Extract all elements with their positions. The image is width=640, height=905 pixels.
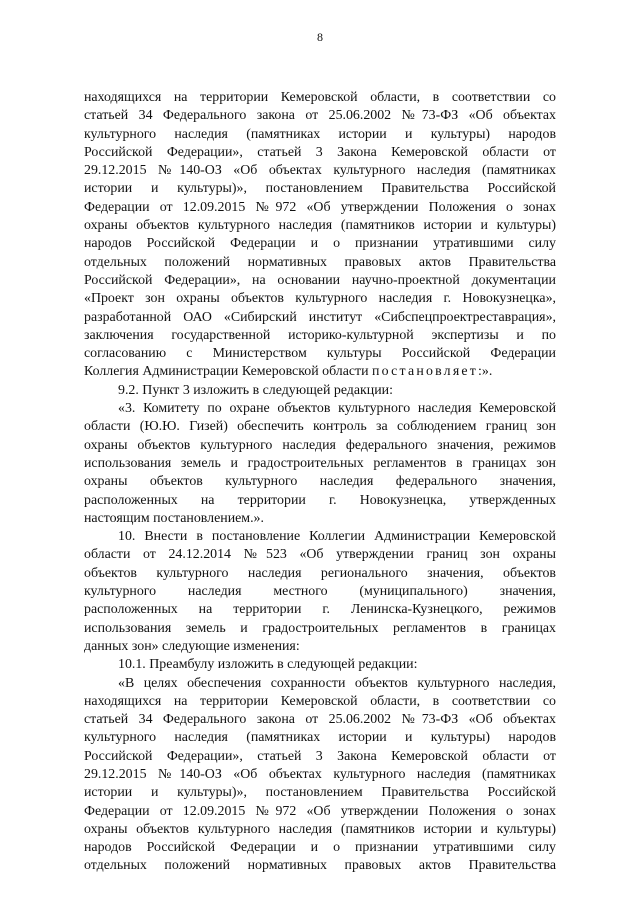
text-line: статьей 34 Федерального закона от 25.06.2002 №73-ФЗ «Об объектах [84,712,556,728]
text-line-paragraph-start: 10. Внести в постановление Коллегии Администрации Кемеровской [118,529,556,545]
text-line: отдельных положений нормативных правовых актов Правительства [84,254,556,270]
text-line: Федерации от 12.09.2015 №972 «Об утверждении Положения о зонах [84,199,556,215]
text-line: Федерации от 12.09.2015 №972 «Об утверждении Положения о зонах [84,803,556,819]
text-line-paragraph-start: 10.1. Преамбулу изложить в следующей редакции: [118,657,418,673]
text-line: 29.12.2015 №140-ОЗ «Об объектах культурного наследия (памятниках [84,163,556,179]
text-line: области от 24.12.2014 №523 «Об утверждении границ зон охраны [84,547,556,563]
text-line: статьей 34 Федерального закона от 25.06.2002 №73-ФЗ «Об объектах [84,108,556,124]
text-line: использования земель и градостроительных регламентов в границах зон [84,455,556,471]
text-line: охраны объектов культурного наследия федерального значения, [84,474,556,490]
spaced-word: постановляет [372,364,479,380]
text-line-paragraph-start: 9.2. Пункт 3 изложить в следующей редакции: [118,382,393,398]
text-line: объектов культурного наследия регионального значения, объектов [84,565,556,581]
text-line: находящихся на территории Кемеровской области, в соответствии со [84,693,556,709]
text-line-paragraph-end: настоящим постановлением.». [84,510,264,526]
text-line: использования земель и градостроительных регламентов в границах [84,620,556,636]
text-line-paragraph-end: данных зон» следующие изменения: [84,638,300,654]
text-line: разработанной ОАО «Сибирский институт «Сибспецпроектреставрация», [84,309,556,325]
text-line: культурного наследия местного (муниципального) значения, [84,584,556,600]
text-line: заключения государственной историко-культурной экспертизы и по [84,327,556,343]
text-line-paragraph-start: «В целях обеспечения сохранности объектов культурного наследия, [118,675,556,691]
text-line: области (Ю.Ю. Гизей) обеспечить контроль за соблюдением границ зон [84,419,556,435]
text-line: культурного наследия (памятниках истории и культуры) народов [84,126,556,142]
text-line: охраны объектов культурного наследия федерального значения, режимов [84,437,556,453]
text-line-resolution [84,363,556,381]
text-line: находящихся на территории Кемеровской области, в соответствии со [84,90,556,105]
document-body [84,89,556,876]
page-number: 8 [317,30,323,44]
text-line: Российской Федерации», статьей 3 Закона Кемеровской области от [84,144,556,160]
text-line: культурного наследия (памятниках истории и культуры) народов [84,730,556,746]
text-line: расположенных на территории г. Ленинска-Кузнецкого, режимов [84,602,556,618]
spaced-word-suffix: :». [478,364,493,380]
text-line: 29.12.2015 №140-ОЗ «Об объектах культурного наследия (памятниках [84,766,556,782]
text-line: Российской Федерации», статьей 3 Закона Кемеровской области от [84,748,556,764]
text-line: охраны объектов культурного наследия (памятников истории и культуры) [84,218,556,234]
text-line: истории и культуры)», постановлением Правительства Российской [84,181,556,197]
text-line: народов Российской Федерации и о признании утратившими силу [84,840,556,856]
text-line-paragraph-start: «3. Комитету по охране объектов культурного наследия Кемеровской [118,401,556,417]
text-line: отдельных положений нормативных правовых актов Правительства [84,858,556,874]
text-line: охраны объектов культурного наследия (памятников истории и культуры) [84,821,556,837]
text-line: народов Российской Федерации и о признании утратившими силу [84,236,556,252]
text-line: «Проект зон охраны объектов культурного наследия г. Новокузнецка», [84,291,556,307]
resolution-lead-text: Коллегия Администрации Кемеровской области [84,364,373,380]
text-line: расположенных на территории г. Новокузнецка, утвержденных [84,492,556,508]
text-line: согласованию с Министерством культуры Российской Федерации [84,346,556,362]
text-line: Российской Федерации», на основании научно-проектной документации [84,272,556,288]
text-line: истории и культуры)», постановлением Правительства Российской [84,785,556,801]
